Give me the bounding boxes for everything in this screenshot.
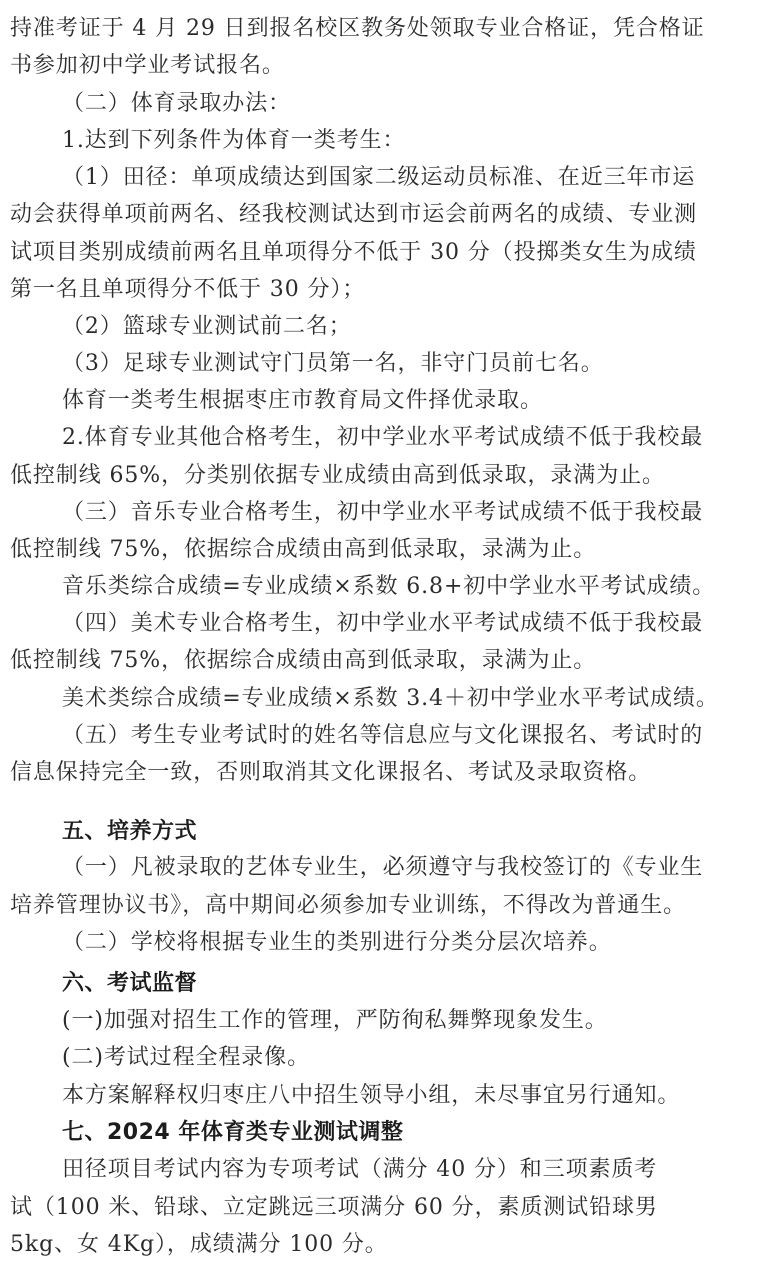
text-line: （二）体育录取办法： bbox=[62, 91, 292, 116]
text-line: 低控制线 65%，分类别依据专业成绩由高到低录取，录满为止。 bbox=[10, 463, 665, 488]
text-line: （三）音乐专业合格考生，初中学业水平考试成绩不低于我校最 bbox=[62, 500, 704, 525]
text-line: 试项目类别成绩前两名且单项得分不低于 30 分（投掷类女生为成绩 bbox=[10, 240, 697, 265]
text-line: 低控制线 75%，依据综合成绩由高到低录取，录满为止。 bbox=[10, 537, 597, 562]
text-line: 2.体育专业其他合格考生，初中学业水平考试成绩不低于我校最 bbox=[62, 425, 704, 450]
text-line: （2）篮球专业测试前二名； bbox=[62, 314, 352, 339]
text-line: 持准考证于 4 月 29 日到报名校区教务处领取专业合格证，凭合格证 bbox=[10, 16, 705, 41]
text-line: （二）学校将根据专业生的类别进行分类分层次培养。 bbox=[62, 930, 612, 955]
text-line: （一）凡被录取的艺体专业生，必须遵守与我校签订的《专业生 bbox=[62, 855, 704, 880]
text-line: (一)加强对招生工作的管理，严防徇私舞弊现象发生。 bbox=[62, 1008, 608, 1033]
section-heading: 六、考试监督 bbox=[62, 971, 198, 996]
text-line: 田径项目考试内容为专项考试（满分 40 分）和三项素质考 bbox=[62, 1157, 658, 1182]
text-line: 1.达到下列条件为体育一类考生： bbox=[62, 128, 406, 153]
text-line: 试（100 米、铅球、立定跳远三项满分 60 分，素质测试铅球男 bbox=[10, 1195, 658, 1220]
text-line: 低控制线 75%，依据综合成绩由高到低录取，录满为止。 bbox=[10, 648, 597, 673]
text-line: 信息保持完全一致，否则取消其文化课报名、考试及录取资格。 bbox=[10, 760, 652, 785]
text-line: 本方案解释权归枣庄八中招生领导小组，未尽事宜另行通知。 bbox=[62, 1083, 681, 1108]
text-line: 5kg、女 4Kg），成绩满分 100 分。 bbox=[10, 1232, 388, 1257]
text-line: （四）美术专业合格考生，初中学业水平考试成绩不低于我校最 bbox=[62, 611, 704, 636]
text-line: 体育一类考生根据枣庄市教育局文件择优录取。 bbox=[62, 388, 543, 413]
text-line: （1）田径：单项成绩达到国家二级运动员标准、在近三年市运 bbox=[62, 165, 696, 190]
text-line: 音乐类综合成绩=专业成绩×系数 6.8+初中学业水平考试成绩。 bbox=[62, 574, 716, 599]
text-line: 第一名且单项得分不低于 30 分）； bbox=[10, 277, 366, 302]
text-line: (二)考试过程全程录像。 bbox=[62, 1045, 310, 1070]
text-line: 培养管理协议书》，高中期间必须参加专业训练，不得改为普通生。 bbox=[10, 893, 687, 918]
text-line: （五）考生专业考试时的姓名等信息应与文化课报名、考试时的 bbox=[62, 723, 704, 748]
section-heading: 七、2024 年体育类专业测试调整 bbox=[62, 1120, 404, 1145]
text-line: 书参加初中学业考试报名。 bbox=[10, 53, 285, 78]
text-line: （3）足球专业测试守门员第一名，非守门员前七名。 bbox=[62, 351, 604, 376]
text-line: 美术类综合成绩=专业成绩×系数 3.4＋初中学业水平考试成绩。 bbox=[62, 686, 719, 711]
text-line: 动会获得单项前两名、经我校测试达到市运会前两名的成绩、专业测 bbox=[10, 202, 698, 227]
section-heading: 五、培养方式 bbox=[62, 819, 198, 844]
